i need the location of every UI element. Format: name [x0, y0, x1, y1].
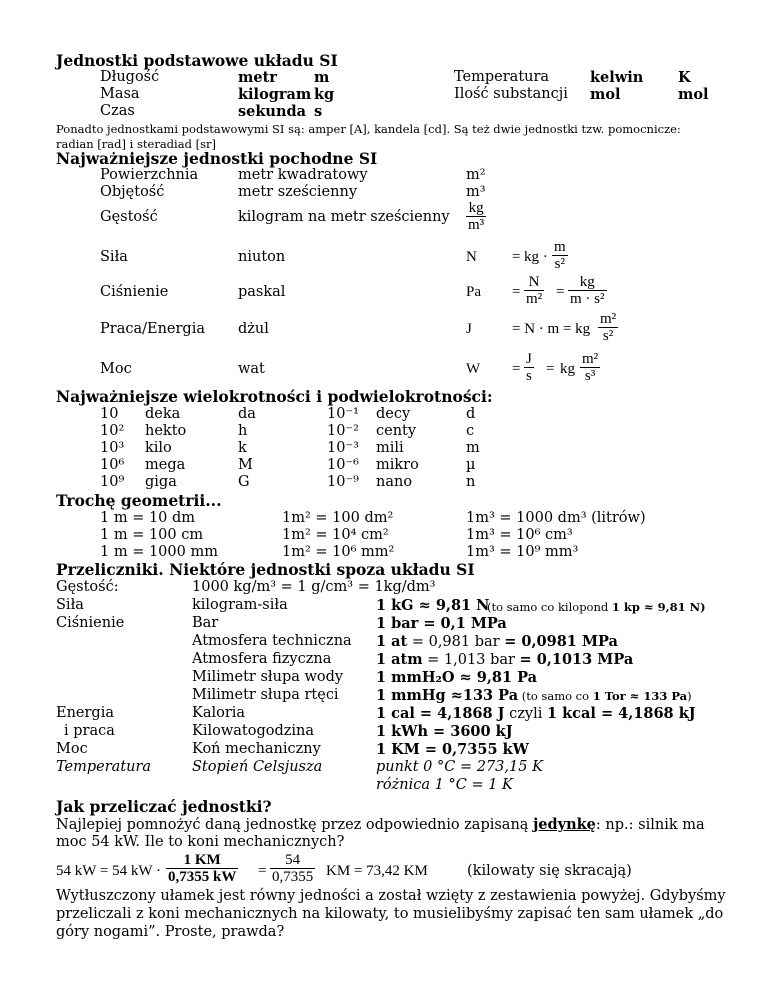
prefix-cell-s2: n	[466, 474, 476, 490]
celsius-point: punkt 0 °C = 273,15 K	[376, 759, 543, 775]
prefix-cell-s: G	[238, 474, 250, 490]
unit-symbol-pascal: Pa	[466, 284, 481, 300]
howto-paragraph-line-1: Najlepiej pomnożyć daną jednostkę przez odpowiednio zapisaną jedynkę: np.: silnik ma	[56, 816, 705, 833]
unit-name-second: sekunda	[238, 103, 307, 120]
prefix-cell-n: kilo	[145, 440, 172, 456]
watt-eq-1: =	[512, 361, 521, 377]
quantity-length: Długość	[100, 69, 160, 85]
prefix-cell-n: giga	[145, 474, 177, 490]
conclusion-line-3: góry nogami”. Proste, prawda?	[56, 924, 285, 940]
section-title-howto: Jak przeliczać jednostki?	[56, 797, 272, 816]
unit-name-pascal: paskal	[238, 284, 286, 300]
prefix-cell-n2: centy	[376, 423, 417, 439]
note-line-2: radian [rad] i steradiad [sr]	[56, 137, 216, 151]
prefix-cell-p2: 10⁻²	[327, 423, 359, 439]
equation-left: 54 kW = 54 kW ·	[56, 863, 161, 879]
unit-name-sq-meter: metr kwadratowy	[238, 167, 368, 183]
unit-symbol-kilogram: kg	[314, 86, 335, 103]
force-name: kilogram-siła	[192, 597, 288, 613]
quantity-force: Siła	[100, 249, 128, 265]
geo-area-1: 1m² = 100 dm²	[282, 510, 394, 526]
unit-symbol-newton: N	[466, 249, 477, 265]
quantity-pressure: Ciśnienie	[100, 284, 169, 300]
prefix-cell-p2: 10⁻¹	[327, 406, 359, 422]
pascal-eq-2: =	[556, 284, 565, 300]
unit-symbol-meter: m	[314, 69, 330, 86]
power-label: Moc	[56, 741, 88, 757]
section-title-base-units: Jednostki podstawowe układu SI	[56, 51, 338, 70]
watt-eq-2: =	[546, 361, 555, 377]
geo-volume-3: 1m³ = 10⁹ mm³	[466, 544, 579, 560]
section-title-prefixes: Najważniejsze wielokrotności i podwielokrotności:	[56, 387, 493, 406]
prefix-cell-s2: µ	[466, 457, 476, 473]
geo-area-2: 1m² = 10⁴ cm²	[282, 527, 389, 543]
prefix-cell-n2: mikro	[376, 457, 419, 473]
section-title-derived-units: Najważniejsze jednostki pochodne SI	[56, 149, 378, 168]
kwh-value: 1 kWh = 3600 kJ	[376, 723, 513, 740]
equation-right: KM = 73,42 KM	[326, 863, 428, 879]
section-title-geometry: Trochę geometrii...	[56, 491, 222, 510]
joule-expression: = N · m = kg	[512, 321, 591, 337]
geo-length-1: 1 m = 10 dm	[100, 510, 196, 526]
pressure-name-atm: Atmosfera fizyczna	[192, 651, 332, 667]
prefix-cell-n: hekto	[145, 423, 187, 439]
pascal-eq-1: =	[512, 284, 521, 300]
prefix-cell-s: M	[238, 457, 253, 473]
prefix-cell-p2: 10⁻⁹	[327, 474, 359, 490]
density-fraction: $\frac{kg}{\text{m³}}$	[468, 200, 485, 233]
quantity-density: Gęstość	[100, 209, 158, 225]
pressure-label: Ciśnienie	[56, 615, 125, 631]
pressure-name-mmh2o: Milimetr słupa wody	[192, 669, 344, 685]
unit-name-kilogram: kilogram	[238, 86, 312, 103]
quantity-time: Czas	[100, 103, 135, 119]
pressure-value-mmh2o: 1 mmH₂O ≈ 9,81 Pa	[376, 669, 538, 686]
prefix-cell-p: 10³	[100, 440, 125, 456]
conclusion-line-2: przeliczali z koni mechanicznych na kilowaty, to musielibyśmy zapisać ten sam ułamek „do	[56, 906, 724, 922]
geo-length-3: 1 m = 1000 mm	[100, 544, 218, 560]
prefix-cell-p2: 10⁻³	[327, 440, 359, 456]
pressure-value-bar: 1 bar = 0,1 MPa	[376, 615, 507, 632]
temperature-label: Temperatura	[56, 759, 152, 775]
unit-symbol-kelvin: K	[678, 69, 691, 86]
horsepower-name: Koń mechaniczny	[192, 741, 321, 757]
force-value: 1 kG ≈ 9,81 N	[376, 597, 490, 614]
prefix-cell-s: da	[238, 406, 256, 422]
quantity-work: Praca/Energia	[100, 321, 205, 337]
unit-name-joule: dżul	[238, 321, 269, 337]
howto-paragraph-line-2: moc 54 kW. Ile to koni mechanicznych?	[56, 834, 345, 850]
calorie-value: 1 cal = 4,1868 J czyli 1 kcal = 4,1868 kJ	[376, 705, 696, 722]
equation-mid: =	[258, 863, 267, 879]
unit-symbol-mol: mol	[678, 86, 709, 103]
prefix-cell-n: deka	[145, 406, 181, 422]
prefix-cell-s: h	[238, 423, 248, 439]
unit-symbol-second: s	[314, 103, 323, 120]
geo-length-2: 1 m = 100 cm	[100, 527, 204, 543]
watt-fraction-1: $\frac{J}{s}$	[526, 351, 532, 384]
unit-symbol-watt: W	[466, 361, 481, 377]
unit-name-newton: niuton	[238, 249, 286, 265]
equation-fraction-2: $\frac{54}{0,7355}$	[272, 852, 314, 885]
newton-fraction: $\frac{m}{\text{s²}}$	[554, 239, 566, 272]
prefix-cell-p: 10⁹	[100, 474, 125, 490]
equation-note: (kilowaty się skracają)	[467, 863, 632, 879]
density-value: 1000 kg/m³ = 1 g/cm³ = 1kg/dm³	[192, 579, 436, 595]
energy-label-2: i praca	[64, 723, 115, 739]
prefix-cell-p2: 10⁻⁶	[327, 457, 359, 473]
pressure-name-bar: Bar	[192, 615, 219, 631]
note-line-1: Ponadto jednostkami podstawowymi SI są: amper [A], kandela [cd]. Są też dwie jednostki tzw. pomocnicze:	[56, 122, 681, 136]
prefix-cell-s2: m	[466, 440, 480, 456]
pressure-value-mmhg: 1 mmHg ≈133 Pa (to samo co 1 Tor ≈ 133 Pa)	[376, 687, 692, 704]
calorie-name: Kaloria	[192, 705, 246, 721]
force-note: (to samo co kilopond 1 kp ≈ 9,81 N)	[487, 600, 706, 614]
horsepower-value: 1 KM = 0,7355 kW	[376, 741, 529, 758]
kwh-name: Kilowatogodzina	[192, 723, 315, 739]
geo-volume-1: 1m³ = 1000 dm³ (litrów)	[466, 510, 646, 526]
quantity-temperature: Temperatura	[454, 69, 550, 85]
unit-name-watt: wat	[238, 361, 265, 377]
prefix-cell-p: 10⁶	[100, 457, 125, 473]
celsius-difference: różnica 1 °C = 1 K	[376, 777, 513, 793]
prefix-cell-p: 10	[100, 406, 119, 422]
prefix-cell-s2: d	[466, 406, 476, 422]
unit-name-density: kilogram na metr sześcienny	[238, 209, 450, 225]
prefix-cell-n: mega	[145, 457, 186, 473]
pressure-name-mmhg: Milimetr słupa rtęci	[192, 687, 339, 703]
prefix-cell-s: k	[238, 440, 247, 456]
unit-name-cubic-meter: metr sześcienny	[238, 184, 358, 200]
prefix-cell-n2: mili	[376, 440, 404, 456]
pressure-value-atm: 1 atm = 1,013 bar = 0,1013 MPa	[376, 651, 634, 668]
pressure-value-at: 1 at = 0,981 bar = 0,0981 MPa	[376, 633, 618, 650]
unit-symbol-joule: J	[466, 321, 472, 337]
geo-volume-2: 1m³ = 10⁶ cm³	[466, 527, 573, 543]
prefix-cell-s2: c	[466, 423, 475, 439]
unit-symbol-cubic-meter: m³	[466, 184, 486, 200]
pressure-name-at: Atmosfera techniczna	[192, 633, 352, 649]
unit-name-meter: metr	[238, 69, 277, 86]
section-title-conversions: Przeliczniki. Niektóre jednostki spoza układu SI	[56, 560, 475, 579]
prefix-cell-p: 10²	[100, 423, 125, 439]
quantity-volume: Objętość	[100, 184, 165, 200]
newton-eq: =	[512, 249, 521, 265]
geo-area-3: 1m² = 10⁶ mm²	[282, 544, 395, 560]
pascal-fraction-1: $\frac{N}{\text{m²}}$	[526, 274, 543, 307]
force-label: Siła	[56, 597, 84, 613]
unit-symbol-sq-meter: m²	[466, 167, 486, 183]
energy-label-1: Energia	[56, 705, 114, 721]
quantity-power: Moc	[100, 361, 132, 377]
joule-fraction: $\frac{\text{m²}}{\text{s²}}$	[600, 311, 617, 344]
watt-fraction-2: $\frac{\text{m²}}{\text{s³}}$	[582, 351, 599, 384]
prefix-cell-n2: decy	[376, 406, 411, 422]
watt-kg: kg	[560, 361, 575, 377]
unit-name-kelvin: kelwin	[590, 69, 644, 86]
quantity-mass: Masa	[100, 86, 140, 102]
conclusion-line-1: Wytłuszczony ułamek jest równy jedności a został wzięty z zestawienia powyżej. Gdybyśmy	[56, 888, 726, 904]
celsius-name: Stopień Celsjusza	[192, 759, 323, 775]
density-label: Gęstość:	[56, 579, 119, 595]
equation-fraction-bold: $\frac{1 KM}{0,7355 kW}$	[168, 852, 237, 885]
unit-name-mol: mol	[590, 86, 621, 103]
prefix-cell-n2: nano	[376, 474, 413, 490]
quantity-area: Powierzchnia	[100, 167, 199, 183]
quantity-amount: Ilość substancji	[454, 86, 568, 102]
pascal-fraction-2: $\frac{kg}{\text{m · s²}}$	[570, 274, 605, 307]
newton-kg: kg ·	[524, 249, 548, 265]
